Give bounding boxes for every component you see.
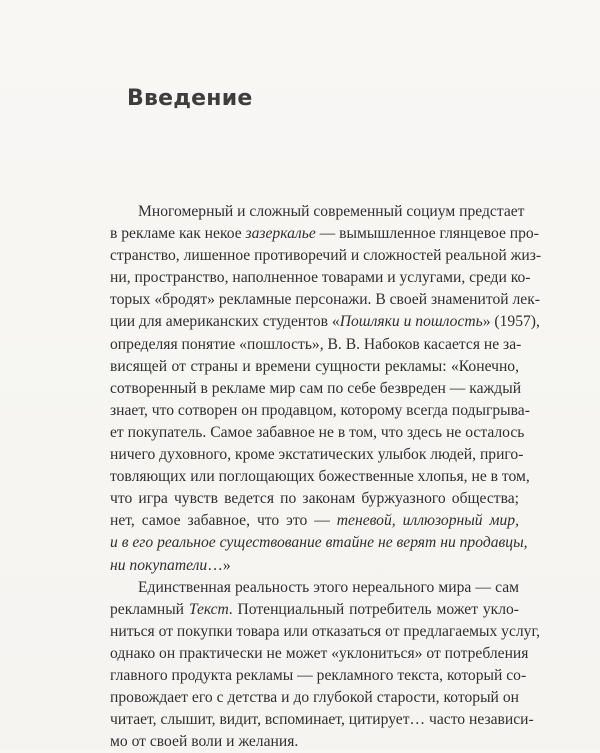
text-run: определяя понятие «пошлость», В. В. Набоков касается не за- (110, 335, 522, 353)
italic-run: зазеркалье (245, 225, 316, 243)
text-line (110, 709, 534, 731)
text-line (110, 643, 529, 665)
text-line (110, 687, 519, 709)
text-run: торых «бродят» рекламные персонажи. В своей знаменитой лек- (110, 291, 540, 309)
text-line (110, 289, 540, 311)
text-line (110, 334, 522, 356)
text-run: Многомерный и сложный современный социум предстает (138, 203, 525, 220)
text-run: читает, слышит, видит, вспоминает, цитирует… часто независи- (110, 711, 534, 729)
text-line (110, 311, 540, 333)
text-line (110, 466, 530, 488)
text-run: сотворенный в рекламе мир сам по себе безвреден — каждый (110, 379, 522, 397)
text-run: провождает его с детства и до глубокой старости, который он (110, 689, 519, 707)
text-line (110, 245, 542, 267)
text-line (110, 201, 525, 223)
text-run: ции для американских студентов « (110, 313, 340, 331)
text-run: Единственная реальность этого нереального мира — сам (138, 578, 519, 596)
italic-run: теневой, иллюзорный мир, (336, 512, 519, 530)
italic-run: Пошляки и пошлость (339, 313, 483, 331)
chapter-heading: Введение (127, 86, 253, 111)
text-run: рекламный (110, 600, 189, 618)
italic-run: и в его реальное существование втайне не верят ни продавцы, (110, 534, 528, 552)
text-run: нет, самое забавное, что это — (110, 512, 337, 530)
text-run: — вымышленное глянцевое про- (315, 225, 539, 243)
paragraph (110, 201, 542, 577)
text-run: мо от своей воли и желания. (110, 733, 299, 751)
text-line (110, 356, 519, 378)
text-run: . Потенциальный потребитель может укло- (228, 600, 519, 618)
text-line (110, 488, 519, 510)
text-run: ет покупатель. Самое забавное не в том, что здесь не осталось (110, 423, 525, 441)
text-line (110, 422, 525, 444)
text-line (110, 665, 527, 687)
text-line (110, 444, 524, 466)
text-run: главного продукта рекламы — рекламного текста, который со- (110, 666, 527, 684)
text-run: …» (207, 556, 231, 574)
text-run: » (1957), (482, 313, 540, 331)
text-run: однако он практически не может «уклониться» от потребления (110, 644, 529, 662)
text-line (110, 555, 519, 577)
body-text (110, 201, 542, 753)
text-line (110, 621, 541, 643)
text-run: ни, пространство, наполненное товарами и услугами, среди ко- (110, 269, 531, 287)
text-run: знает, что сотворен он продавцом, которому всегда подыгрыва- (110, 401, 530, 419)
text-line (110, 510, 519, 532)
text-run: висящей от страны и времени сущности рекламы: «Конечно, (110, 357, 519, 375)
text-line (110, 577, 519, 599)
text-run: ниться от покупки товара или отказаться от предлагаемых услуг, (110, 622, 541, 640)
text-line (110, 223, 539, 245)
italic-run: Текст (188, 600, 229, 618)
text-line (110, 378, 522, 400)
text-line (110, 400, 530, 422)
text-run: в рекламе как некое (110, 225, 246, 243)
text-run: ничего духовного, кроме экстатических улыбок людей, приго- (110, 446, 524, 464)
text-run: товляющих или поглощающих божественные хлопья, не в том, (110, 468, 530, 486)
text-line (110, 532, 528, 554)
text-line (110, 267, 531, 289)
italic-run: ни покупатели (110, 556, 208, 574)
text-run: что игра чувств ведется по законам буржуазного общества; (110, 490, 519, 508)
text-run: странство, лишенное противоречий и сложностей реальной жиз- (110, 247, 542, 265)
paragraph (110, 577, 541, 753)
text-line (110, 599, 519, 621)
